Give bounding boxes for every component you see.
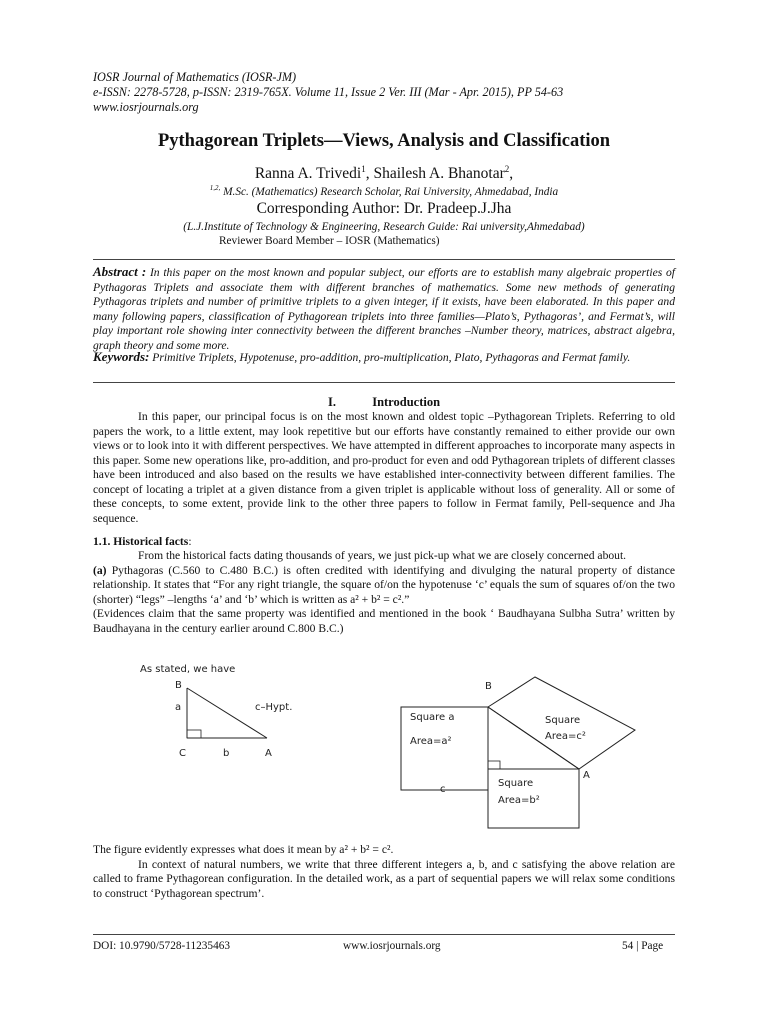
corresponding-author: Corresponding Author: Dr. Pradeep.J.Jha: [256, 200, 512, 217]
author-2: Shailesh A. Bhanotar: [373, 165, 505, 183]
author-line: Ranna A. Trivedi$^1$, Shailesh A. Bhanotar$^2$,: [254, 164, 514, 183]
abstract: [93, 265, 675, 353]
affiliation-text: M.Sc. (Mathematics) Research Scholar, Rai University, Ahmedabad, India: [223, 185, 559, 198]
section-title: Introduction: [372, 395, 441, 409]
paper-title: Pythagorean Triplets—Views, Analysis and Classification: [157, 131, 611, 151]
historical-paragraph: [93, 549, 675, 636]
section-heading: [0, 395, 768, 410]
journal-name: IOSR Journal of Mathematics (IOSR-JM): [93, 70, 297, 84]
keywords-text: Primitive Triplets, Hypotenuse, pro-addition, pro-multiplication, Plato, Pythagoras and Fermat family.: [152, 351, 631, 364]
side-a-label: a: [175, 702, 182, 713]
keywords-label: Keywords:: [93, 349, 150, 364]
abstract-text: In this paper on the most known and popular subject, our efforts are to establish many algebraic properties of Pythagoras Triplets and associate them with different branches of mathematics. Some new methods of generating Pythagoras triplets and number of primitive triplets to a given integer, if it exists, have been elaborated. In this paper and many following papers, classification of Pythagorean triplets into three families—Plato’s, Pythagoras’, and Fermat’s, will play important role showing inter connectivity between the different branches –Number theory, matrices, abstract algebra, graph theory and some more.: [93, 266, 675, 352]
figure-explanation: The figure evidently expresses what does it mean by a² + b² = c².: [93, 843, 394, 856]
hypotenuse-line: [187, 688, 267, 738]
affiliation: [0, 184, 768, 198]
side-c-label: c: [440, 784, 446, 795]
square-b-title: Square: [498, 778, 534, 789]
subsection-label: 1.1. Historical facts: [93, 535, 189, 548]
vertex-B-label: B: [485, 681, 492, 692]
footer-rule: [93, 934, 675, 935]
side-b-label: b: [223, 748, 230, 759]
after-figure-text: [93, 843, 675, 901]
author-1-sup: 1: [361, 164, 366, 174]
reviewer-note: Reviewer Board Member – IOSR (Mathematics): [219, 235, 440, 247]
right-angle-box: [488, 761, 500, 769]
square-a-area: Area=a²: [410, 736, 452, 747]
square-b-area: Area=b²: [498, 795, 540, 806]
right-angle-mark: [187, 730, 201, 738]
vertex-B-label: B: [175, 680, 182, 691]
triangle-figure: [135, 660, 335, 770]
evidence-note: (Evidences claim that the same property was identified and mentioned in the book ‘ Baudhayana Sulbha Sutra’ written by Baudhayana in the century earlier around C.800 B.C.): [93, 607, 675, 635]
intro-paragraph: [93, 410, 675, 526]
hyp-label: c–Hypt.: [255, 702, 293, 713]
footer-doi: DOI: 10.9790/5728-11235463: [93, 940, 231, 952]
footer-page-number: 54 | Page: [622, 940, 664, 952]
square-c-title: Square: [545, 715, 581, 726]
vertex-A-label: A: [583, 770, 590, 781]
author-2-sup: 2: [504, 164, 510, 174]
item-a: [93, 564, 675, 608]
top-rule: [93, 259, 675, 260]
historical-intro: From the historical facts dating thousands of years, we just pick-up what we are closely concerned about.: [138, 549, 627, 562]
journal-website: www.iosrjournals.org: [93, 100, 199, 114]
institute: (L.J.Institute of Technology & Engineering, Research Guide: Rai university,Ahmedabad): [183, 221, 585, 233]
context-paragraph: In context of natural numbers, we write that three different integers a, b, and c satisfying the above relation are called to frame Pythagorean configuration. In the detailed work, as a part of sequential papers we will relax some conditions to construct ‘Pythagorean spectrum’.: [93, 857, 675, 900]
subsection-colon: :: [188, 535, 192, 548]
item-a-label: (a): [93, 563, 107, 577]
keywords: [93, 350, 675, 366]
journal-issn: e-ISSN: 2278-5728, p-ISSN: 2319-765X. Volume 11, Issue 2 Ver. III (Mar - Apr. 2015), PP 54-63: [93, 85, 564, 99]
affiliation-sup: 1,2,: [209, 184, 221, 192]
author-1: Ranna A. Trivedi: [254, 165, 362, 183]
squares-figure: [390, 672, 650, 834]
subsection-heading: [93, 535, 192, 548]
square-c-area: Area=c²: [545, 731, 586, 742]
item-a-text: Pythagoras (C.560 to C.480 B.C.) is often credited with identifying and divulging the natural property of distance relationship. It states that “For any right triangle, the square of/on the hypotenuse ‘c’ equals the sum of squares of/on the two (shorter) “legs” –lengths ‘a’ and ‘b’ which is written as a² + b² = c².”: [93, 563, 675, 606]
abstract-label: Abstract :: [93, 264, 147, 279]
abstract-rule: [93, 382, 675, 383]
footer-website[interactable]: www.iosrjournals.org: [343, 940, 441, 952]
intro-text: In this paper, our principal focus is on the most known and oldest topic –Pythagorean Triplets. Referring to old papers the work, to a little extent, may look repetitive but our efforts have constantly remained to either provide our own views or to look into it with different perspectives. We have attempted in different approaches to incorporate many aspects in this paper. Some new operations like, pro-addition, and pro-product for even and odd Pythagorean triplets of different classes have been introduced and also based on the results we have established inter-connectivity between different families. The concept of locating a triplet at a given distance from a given triplet is applicable without loss of generality. All or some of these concepts, to some extent, provide link to the other three papers to follow in Fermat family, Pell-sequence and Jha sequence.: [93, 410, 675, 525]
square-a-title: Square a: [410, 712, 455, 723]
vertex-A-label: A: [265, 748, 272, 759]
section-number: I.: [327, 395, 336, 409]
vertex-C-label: C: [179, 748, 186, 759]
journal-header: [93, 70, 563, 115]
triangle-caption: As stated, we have: [140, 664, 236, 675]
